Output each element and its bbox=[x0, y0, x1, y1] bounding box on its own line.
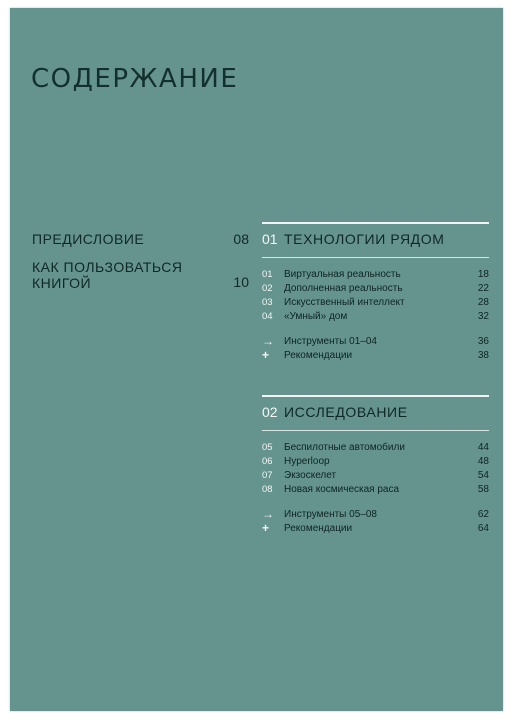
section-heading bbox=[262, 404, 489, 426]
chapter-number: 05 bbox=[262, 441, 273, 453]
toc-section-01 bbox=[262, 222, 489, 362]
section-heading bbox=[262, 231, 489, 253]
chapter-page: 48 bbox=[477, 455, 489, 467]
chapter-label: Дополненная реальность bbox=[284, 282, 403, 294]
extra-row-recommendations bbox=[262, 348, 489, 362]
chapter-number: 01 bbox=[262, 268, 273, 280]
extra-label: Инструменты 05–08 bbox=[284, 508, 377, 520]
chapter-row bbox=[262, 468, 489, 482]
chapter-list bbox=[262, 267, 489, 362]
chapter-page: 18 bbox=[477, 268, 489, 280]
chapter-number: 06 bbox=[262, 455, 273, 467]
chapter-page: 44 bbox=[477, 441, 489, 453]
chapter-row bbox=[262, 267, 489, 281]
chapter-row bbox=[262, 440, 489, 454]
chapter-label: Виртуальная реальность bbox=[284, 268, 401, 280]
section-title: ТЕХНОЛОГИИ РЯДОМ bbox=[284, 231, 445, 247]
toc-entry-page: 10 bbox=[233, 274, 249, 290]
section-divider bbox=[262, 222, 489, 224]
plus-icon: + bbox=[262, 521, 270, 535]
chapter-page: 32 bbox=[477, 310, 489, 322]
toc-entry-label: ПРЕДИСЛОВИЕ bbox=[32, 231, 145, 247]
extra-row-tools bbox=[262, 334, 489, 348]
extra-row-tools bbox=[262, 507, 489, 521]
chapter-page: 54 bbox=[477, 469, 489, 481]
chapter-label: Hyperloop bbox=[284, 455, 330, 467]
chapter-number: 03 bbox=[262, 296, 273, 308]
section-underline bbox=[262, 430, 489, 431]
chapter-list bbox=[262, 440, 489, 535]
arrow-right-icon: → bbox=[262, 334, 274, 348]
chapter-row bbox=[262, 295, 489, 309]
chapter-number: 07 bbox=[262, 469, 273, 481]
extra-label: Инструменты 01–04 bbox=[284, 335, 377, 347]
chapter-label: Беспилотные автомобили bbox=[284, 441, 405, 453]
chapter-page: 22 bbox=[477, 282, 489, 294]
toc-section-02 bbox=[262, 395, 489, 535]
section-number: 01 bbox=[262, 231, 278, 247]
chapter-number: 02 bbox=[262, 282, 273, 294]
toc-entry-page: 08 bbox=[233, 231, 249, 247]
arrow-right-icon: → bbox=[262, 507, 274, 521]
extra-page: 62 bbox=[477, 508, 489, 520]
chapter-row bbox=[262, 281, 489, 295]
chapter-label: Экзоскелет bbox=[284, 469, 337, 481]
extra-page: 64 bbox=[477, 522, 489, 534]
chapter-label: «Умный» дом bbox=[284, 310, 348, 322]
book-page bbox=[10, 8, 503, 711]
plus-icon: + bbox=[262, 348, 270, 362]
chapter-row bbox=[262, 454, 489, 468]
front-matter bbox=[32, 231, 249, 291]
extra-page: 36 bbox=[477, 335, 489, 347]
toc-entry-preface bbox=[32, 231, 249, 247]
toc-entry-how-to-use bbox=[32, 259, 249, 291]
section-underline bbox=[262, 257, 489, 258]
chapter-number: 04 bbox=[262, 310, 273, 322]
section-number: 02 bbox=[262, 404, 278, 420]
extra-label: Рекомендации bbox=[284, 349, 353, 361]
chapter-page: 58 bbox=[477, 483, 489, 495]
chapter-label: Новая космическая раса bbox=[284, 483, 400, 495]
extra-label: Рекомендации bbox=[284, 522, 353, 534]
chapter-label: Искусственный интеллект bbox=[284, 296, 405, 308]
chapter-page: 28 bbox=[477, 296, 489, 308]
extra-row-recommendations bbox=[262, 521, 489, 535]
chapter-row bbox=[262, 482, 489, 496]
page-title: СОДЕРЖАНИЕ bbox=[31, 64, 239, 94]
toc-entry-label: КАК ПОЛЬЗОВАТЬСЯ КНИГОЙ bbox=[32, 259, 183, 291]
chapter-number: 08 bbox=[262, 483, 273, 495]
extra-page: 38 bbox=[477, 349, 489, 361]
section-title: ИССЛЕДОВАНИЕ bbox=[284, 404, 408, 420]
section-divider bbox=[262, 395, 489, 397]
chapter-row bbox=[262, 309, 489, 323]
